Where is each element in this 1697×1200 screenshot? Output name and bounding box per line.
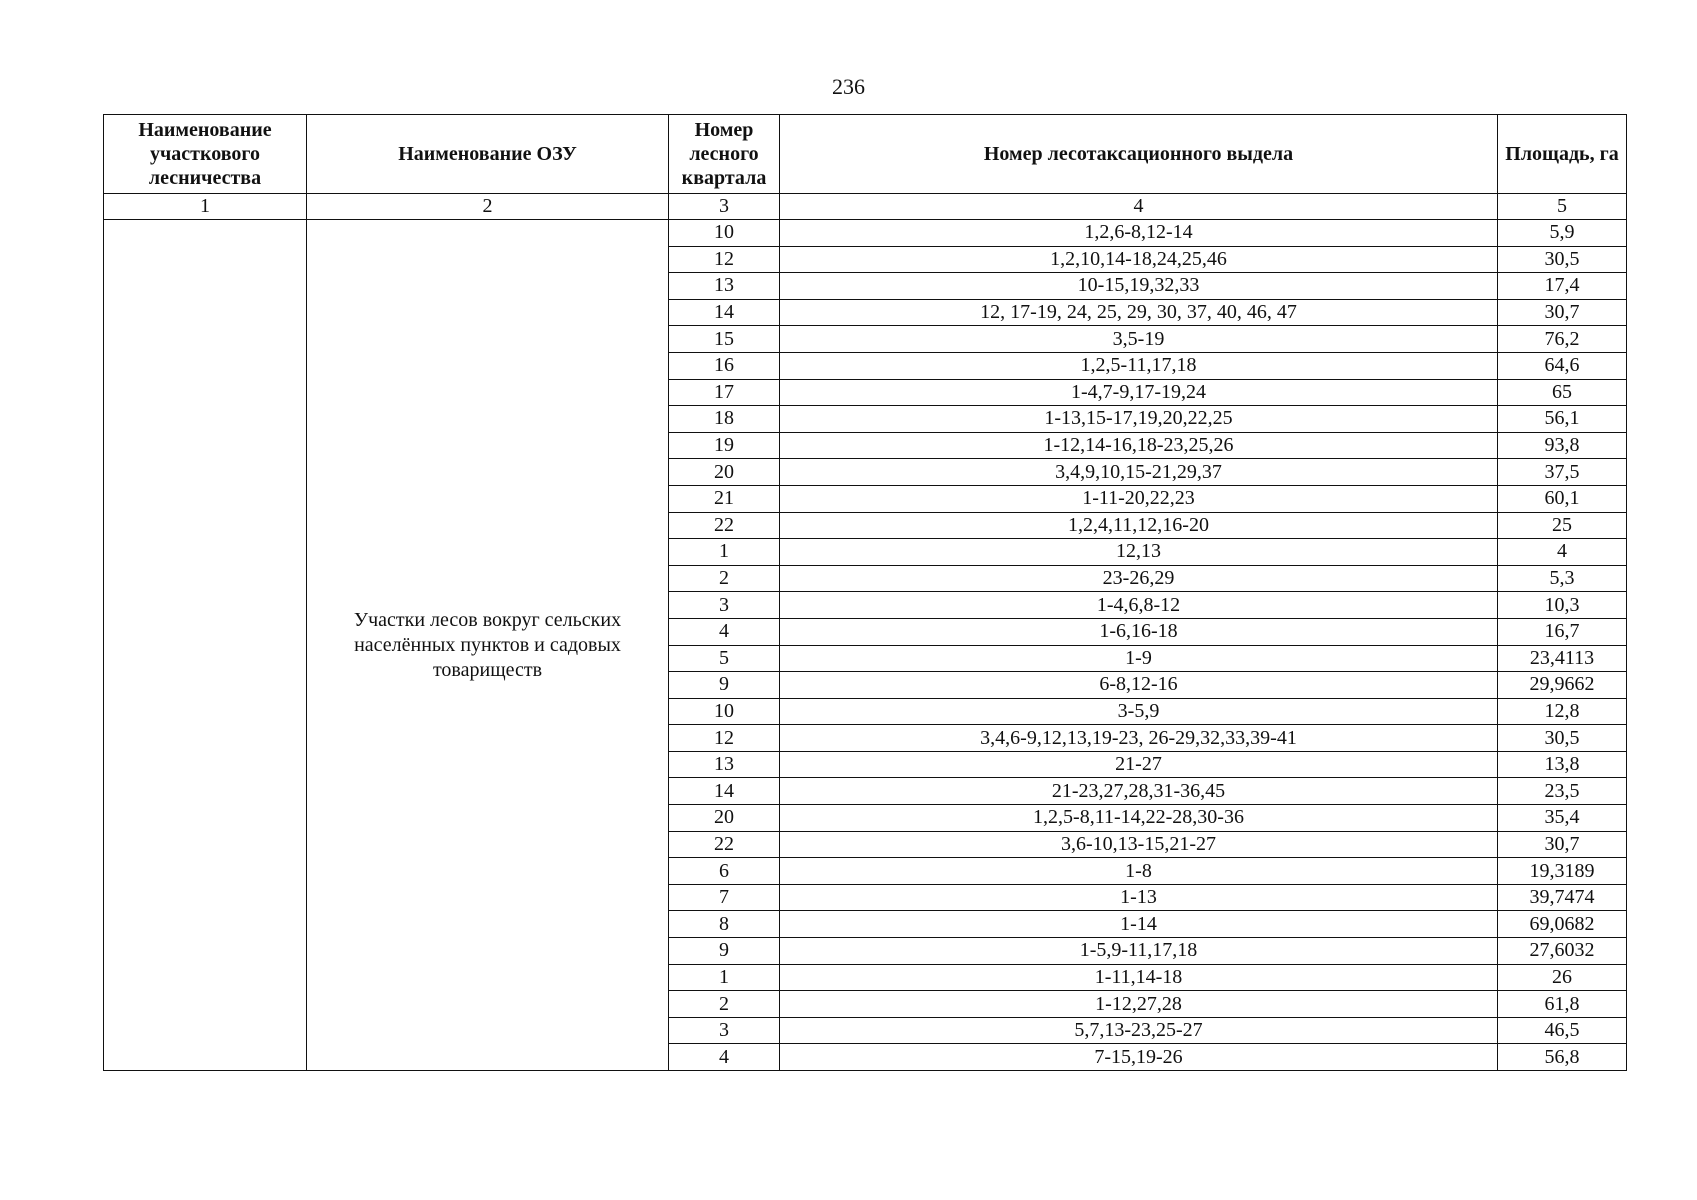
plot-numbers-cell: 12,13 [780,539,1498,566]
area-cell: 39,7474 [1498,884,1627,911]
quarter-number-cell: 7 [669,884,780,911]
quarter-number-cell: 12 [669,246,780,273]
quarter-number-cell: 13 [669,751,780,778]
area-cell: 61,8 [1498,991,1627,1018]
plot-numbers-cell: 21-27 [780,751,1498,778]
table-body [104,220,1627,1071]
quarter-number-cell: 21 [669,485,780,512]
area-cell: 60,1 [1498,485,1627,512]
area-cell: 30,7 [1498,299,1627,326]
plot-numbers-cell: 1-8 [780,858,1498,885]
plot-numbers-cell: 1-11-20,22,23 [780,485,1498,512]
area-cell: 29,9662 [1498,672,1627,699]
quarter-number-cell: 18 [669,406,780,433]
area-cell: 93,8 [1498,432,1627,459]
quarter-number-cell: 22 [669,512,780,539]
area-cell: 12,8 [1498,698,1627,725]
plot-numbers-cell: 1-4,6,8-12 [780,592,1498,619]
page-number: 236 [832,74,865,99]
plot-numbers-cell: 1-12,14-16,18-23,25,26 [780,432,1498,459]
area-cell: 35,4 [1498,805,1627,832]
plot-numbers-cell: 1-4,7-9,17-19,24 [780,379,1498,406]
plot-numbers-cell: 3,4,9,10,15-21,29,37 [780,459,1498,486]
area-cell: 64,6 [1498,352,1627,379]
forestry-name-cell [104,220,307,1071]
plot-numbers-cell: 5,7,13-23,25-27 [780,1017,1498,1044]
plot-numbers-cell: 1-13 [780,884,1498,911]
plot-numbers-cell: 12, 17-19, 24, 25, 29, 30, 37, 40, 46, 47 [780,299,1498,326]
quarter-number-cell: 14 [669,778,780,805]
plot-numbers-cell: 1,2,10,14-18,24,25,46 [780,246,1498,273]
plot-numbers-cell: 23-26,29 [780,565,1498,592]
table-header-row [104,115,1627,194]
plot-numbers-cell: 1-12,27,28 [780,991,1498,1018]
plot-numbers-cell: 21-23,27,28,31-36,45 [780,778,1498,805]
area-cell: 27,6032 [1498,938,1627,965]
area-cell: 76,2 [1498,326,1627,353]
area-cell: 4 [1498,539,1627,566]
quarter-number-cell: 12 [669,725,780,752]
quarter-number-cell: 14 [669,299,780,326]
plot-numbers-cell: 1,2,4,11,12,16-20 [780,512,1498,539]
plot-numbers-cell: 1-11,14-18 [780,964,1498,991]
area-cell: 16,7 [1498,618,1627,645]
area-cell: 10,3 [1498,592,1627,619]
header-area: Площадь, га [1498,115,1627,194]
area-cell: 17,4 [1498,273,1627,300]
plot-numbers-cell: 1-5,9-11,17,18 [780,938,1498,965]
quarter-number-cell: 6 [669,858,780,885]
column-number-2: 2 [307,194,669,220]
forest-zones-table [103,114,1627,1071]
plot-numbers-cell: 1-6,16-18 [780,618,1498,645]
quarter-number-cell: 19 [669,432,780,459]
area-cell: 69,0682 [1498,911,1627,938]
quarter-number-cell: 2 [669,991,780,1018]
quarter-number-cell: 1 [669,964,780,991]
quarter-number-cell: 4 [669,1044,780,1071]
quarter-number-cell: 13 [669,273,780,300]
area-cell: 23,5 [1498,778,1627,805]
area-cell: 23,4113 [1498,645,1627,672]
column-number-5: 5 [1498,194,1627,220]
column-number-4: 4 [780,194,1498,220]
area-cell: 30,7 [1498,831,1627,858]
area-cell: 30,5 [1498,725,1627,752]
zone-name-cell: Участки лесов вокруг сельских населённых пунктов и садовых товариществ [307,220,669,1071]
quarter-number-cell: 2 [669,565,780,592]
table-row [104,220,1627,247]
header-quarter-number: Номер лесного квартала [669,115,780,194]
plot-numbers-cell: 3,5-19 [780,326,1498,353]
header-plot-numbers: Номер лесотаксационного выдела [780,115,1498,194]
plot-numbers-cell: 3,6-10,13-15,21-27 [780,831,1498,858]
quarter-number-cell: 4 [669,618,780,645]
plot-numbers-cell: 1,2,5-8,11-14,22-28,30-36 [780,805,1498,832]
area-cell: 13,8 [1498,751,1627,778]
column-number-row [104,194,1627,220]
plot-numbers-cell: 1,2,5-11,17,18 [780,352,1498,379]
quarter-number-cell: 15 [669,326,780,353]
plot-numbers-cell: 1-14 [780,911,1498,938]
area-cell: 56,8 [1498,1044,1627,1071]
quarter-number-cell: 9 [669,938,780,965]
area-cell: 5,9 [1498,220,1627,247]
column-number-3: 3 [669,194,780,220]
quarter-number-cell: 3 [669,1017,780,1044]
quarter-number-cell: 10 [669,220,780,247]
area-cell: 46,5 [1498,1017,1627,1044]
area-cell: 19,3189 [1498,858,1627,885]
plot-numbers-cell: 1-13,15-17,19,20,22,25 [780,406,1498,433]
area-cell: 56,1 [1498,406,1627,433]
quarter-number-cell: 22 [669,831,780,858]
header-zone-name: Наименование ОЗУ [307,115,669,194]
quarter-number-cell: 10 [669,698,780,725]
area-cell: 25 [1498,512,1627,539]
quarter-number-cell: 8 [669,911,780,938]
quarter-number-cell: 20 [669,805,780,832]
area-cell: 5,3 [1498,565,1627,592]
quarter-number-cell: 3 [669,592,780,619]
area-cell: 37,5 [1498,459,1627,486]
area-cell: 30,5 [1498,246,1627,273]
plot-numbers-cell: 7-15,19-26 [780,1044,1498,1071]
plot-numbers-cell: 1,2,6-8,12-14 [780,220,1498,247]
quarter-number-cell: 20 [669,459,780,486]
plot-numbers-cell: 3-5,9 [780,698,1498,725]
quarter-number-cell: 5 [669,645,780,672]
plot-numbers-cell: 10-15,19,32,33 [780,273,1498,300]
quarter-number-cell: 1 [669,539,780,566]
plot-numbers-cell: 3,4,6-9,12,13,19-23, 26-29,32,33,39-41 [780,725,1498,752]
quarter-number-cell: 9 [669,672,780,699]
column-number-1: 1 [104,194,307,220]
quarter-number-cell: 16 [669,352,780,379]
plot-numbers-cell: 1-9 [780,645,1498,672]
plot-numbers-cell: 6-8,12-16 [780,672,1498,699]
header-forestry-name: Наименование участкового лесничества [104,115,307,194]
area-cell: 26 [1498,964,1627,991]
area-cell: 65 [1498,379,1627,406]
quarter-number-cell: 17 [669,379,780,406]
